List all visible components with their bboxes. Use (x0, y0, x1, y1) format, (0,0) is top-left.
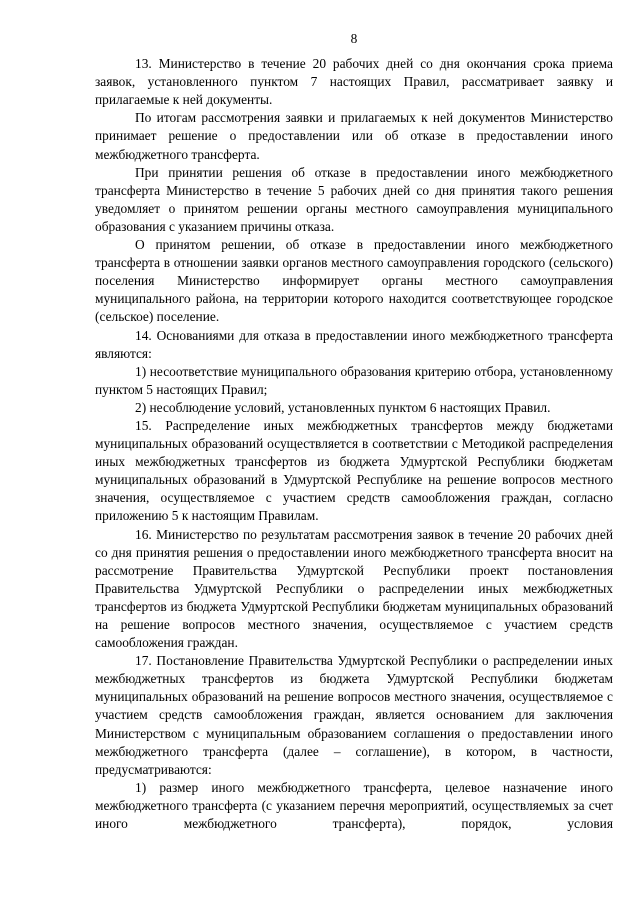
paragraph-review-results: По итогам рассмотрения заявки и прилагаемых к ней документов Министерство принимает решение о предоставлении или об отказе в предоставлении иного межбюджетного трансферта. (95, 110, 613, 162)
paragraph-17: 17. Постановление Правительства Удмуртской Республики о распределении иных межбюджетных трансфертов из бюджета Удмуртской Республики бюджетам муниципальных образований на решение вопросов местного значения, осуществляемое с участием средств самообложения граждан, является основанием для заключения Министерством с муниципальным образованием соглашения о предоставлении иного межбюджетного трансферта (далее – соглашение), в котором, в частности, предусматриваются: (95, 653, 613, 777)
paragraph-15: 15. Распределение иных межбюджетных трансфертов между бюджетами муниципальных образований осуществляется в соответствии с Методикой распределения иных межбюджетных трансфертов из бюджета Удмуртской Республики бюджетам муниципальных образований в Удмуртской Республике на решение вопросов местного значения, осуществляемое с участием средств самообложения граждан, согласно приложению 5 к настоящим Правилам. (95, 417, 613, 524)
paragraph-14-item-1: 1) несоответствие муниципального образования критерию отбора, установленному пунктом 5 настоящих Правил; (95, 363, 613, 397)
paragraph-14-item-2: 2) несоблюдение условий, установленных пунктом 6 настоящих Правил. (135, 399, 551, 415)
paragraph-settlement-notice: О принятом решении, об отказе в предоставлении иного межбюджетного трансферта в отношении заявки органов местного самоуправления городского (сельского) поселения Министерство информирует органы местного самоуправления муниципального района, на территории которого находится соответствующее городское (сельское) поселение. (95, 237, 613, 325)
paragraph-refusal-notice: При принятии решения об отказе в предоставлении иного межбюджетного трансферта Министерство в течение 5 рабочих дней со дня принятия такого решения уведомляет о принятом решении органы местного самоуправления муниципального образования с указанием причины отказа. (95, 164, 613, 234)
paragraph-13: 13. Министерство в течение 20 рабочих дней со дня окончания срока приема заявок, установленного пунктом 7 настоящих Правил, рассматривает заявку и прилагаемые к ней документы. (95, 56, 613, 108)
paragraph-16: 16. Министерство по результатам рассмотрения заявок в течение 20 рабочих дней со дня принятия решения о предоставлении иного межбюджетного трансферта вносит на рассмотрение Правительства Удмуртской Республики проект постановления Правительства Удмуртской Республики о распределении иных межбюджетных трансфертов из бюджета Удмуртской Республики бюджетам муниципальных образований на решение вопросов местного значения, осуществляемое с участием средств самообложения граждан. (95, 526, 613, 651)
paragraph-14: 14. Основаниями для отказа в предоставлении иного межбюджетного трансферта являются: (95, 327, 613, 361)
document-page (95, 30, 613, 833)
page-number: 8 (350, 31, 358, 46)
paragraph-17-item-1: 1) размер иного межбюджетного трансферта, целевое назначение иного межбюджетного трансферта (с указанием перечня мероприятий, осуществляемых за счет иного межбюджетного трансферта), порядок, условия (95, 779, 613, 832)
